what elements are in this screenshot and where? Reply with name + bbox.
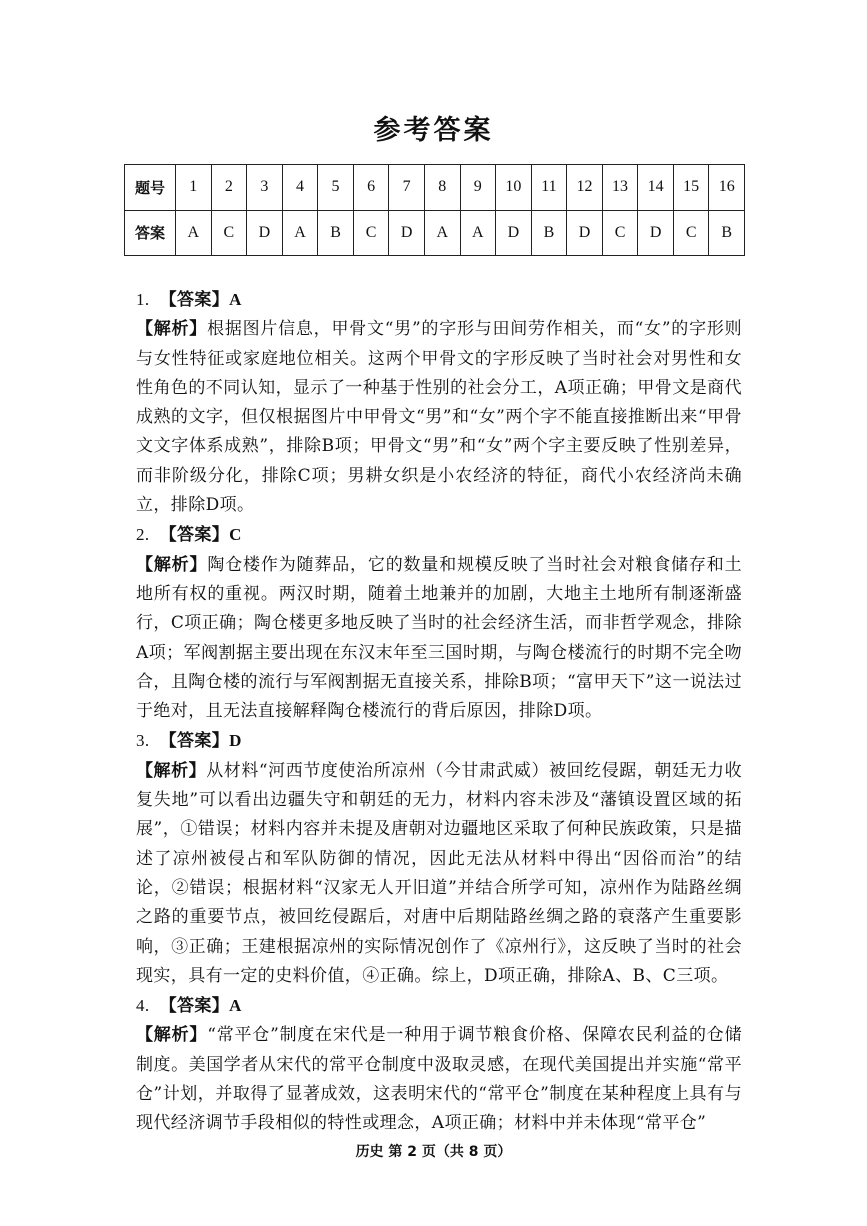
answer-cell: A [460,210,496,256]
answer-cell: A [424,210,460,256]
question-number-cell: 16 [709,165,745,211]
question-number-cell: 9 [460,165,496,211]
answer-value: C [229,525,242,545]
answer-heading [136,285,742,315]
question-number: 1. [136,290,150,309]
answer-cell: A [282,210,318,256]
answer-cell: B [531,210,567,256]
answer-label: 【答案】 [159,731,230,752]
question-number-cell: 10 [496,165,532,211]
answer-cell: A [176,210,212,256]
question-number-cell: 14 [638,165,674,211]
answer-cell: B [709,210,745,256]
question-item-4 [136,991,742,1138]
explanation-label: 【解析】 [136,554,208,575]
explanation [136,757,742,991]
question-number-cell: 3 [247,165,283,211]
answer-label: 【答案】 [159,996,230,1017]
answer-row [125,210,745,256]
explanation-text: 从材料“河西节度使治所凉州（今甘肃武威）被回纥侵踞，朝廷无力收复失地”可以看出边疆失守和朝廷的无力，材料内容未涉及“藩镇设置区域的拓展”，①错误；材料内容并未提及唐朝对边疆地区采取了何种民族政策，只是描述了凉州被侵占和军队防御的情况，因此无法从材料中得出“因俗而治”的结论，②错误；根据材料“汉家无人开旧道”并结合所学可知，凉州作为陆路丝绸之路的重要节点，被回纥侵踞后，对唐中后期陆路丝绸之路的衰落产生重要影响，③正确；王建根据凉州的实际情况创作了《凉州行》，这反映了当时的社会现实，具有一定的史料价值，④正确。综上，D项正确，排除A、B、C三项。 [136,760,742,986]
explanation-text: “常平仓”制度在宋代是一种用于调节粮食价格、保障农民利益的仓储制度。美国学者从宋代的常平仓制度中汲取灵感，在现代美国提出并实施“常平仓”计划，并取得了显著成效，这表明宋代的“常平仓”制度在某种程度上具有与现代经济调节手段相似的特性或理念，A项正确；材料中并未体现“常平仓” [136,1025,742,1134]
question-number-cell: 1 [176,165,212,211]
answer-heading [136,726,742,756]
answer-explanations [136,285,742,1139]
question-item-2 [136,520,742,726]
question-item-3 [136,726,742,991]
explanation-label: 【解析】 [136,319,208,340]
answer-heading [136,520,742,550]
number-row-header: 题号 [125,165,176,211]
answer-table [124,164,745,256]
answer-cell: C [211,210,247,256]
answer-value: A [229,996,242,1016]
question-number: 2. [136,525,150,545]
explanation [136,315,742,520]
answer-cell: D [389,210,425,256]
answer-cell: D [496,210,532,256]
question-number: 3. [136,731,150,751]
question-number-cell: 8 [424,165,460,211]
explanation-text: 陶仓楼作为随葬品，它的数量和规模反映了当时社会对粮食储存和土地所有权的重视。两汉时期，随着土地兼并的加剧，大地主土地所有制逐渐盛行，C项正确；陶仓楼更多地反映了当时的社会经济生活，而非哲学观念，排除A项；军阀割据主要出现在东汉末年至三国时期，与陶仓楼流行的时期不完全吻合，且陶仓楼的流行与军阀割据无直接关系，排除B项；“富甲天下”这一说法过于绝对，且无法直接解释陶仓楼流行的背后原因，排除D项。 [136,554,743,722]
explanation [136,551,742,727]
answer-cell: C [673,210,709,256]
explanation-label: 【解析】 [136,1025,208,1046]
answer-label: 【答案】 [159,525,230,546]
question-number-cell: 13 [602,165,638,211]
answer-value: D [229,731,242,751]
answer-cell: C [353,210,389,256]
answer-label: 【答案】 [159,290,230,310]
question-number-cell: 5 [318,165,354,211]
page-title: 参考答案 [373,115,494,146]
answer-heading [136,991,742,1021]
question-number-cell: 15 [673,165,709,211]
question-number-cell: 6 [353,165,389,211]
answer-cell: D [567,210,603,256]
explanation-label: 【解析】 [136,760,207,781]
question-number-cell: 2 [211,165,247,211]
explanation [136,1021,742,1138]
answer-row-header: 答案 [125,210,176,256]
answer-cell: D [247,210,283,256]
answer-cell: D [638,210,674,256]
explanation-text: 根据图片信息，甲骨文“男”的字形与田间劳作相关，而“女”的字形则与女性特征或家庭地位相关。这两个甲骨文的字形反映了当时社会对男性和女性角色的不同认知，显示了一种基于性别的社会分工，A项正确；甲骨文是商代成熟的文字，但仅根据图片中甲骨文“男”和“女”两个字不能直接推断出来“甲骨文文字体系成熟”，排除B项；甲骨文“男”和“女”两个字主要反映了性别差异，而非阶级分化，排除C项；男耕女织是小农经济的特征，商代小农经济尚未确立，排除D项。 [136,319,743,516]
question-number-cell: 12 [567,165,603,211]
answer-cell: C [602,210,638,256]
answer-cell: B [318,210,354,256]
page-footer: 历史 第 2 页（共 8 页） [355,1144,512,1160]
question-item-1 [136,285,742,520]
question-number-cell: 4 [282,165,318,211]
question-number-row [125,165,745,211]
answer-value: A [229,290,242,309]
question-number-cell: 11 [531,165,567,211]
question-number: 4. [136,996,150,1016]
question-number-cell: 7 [389,165,425,211]
